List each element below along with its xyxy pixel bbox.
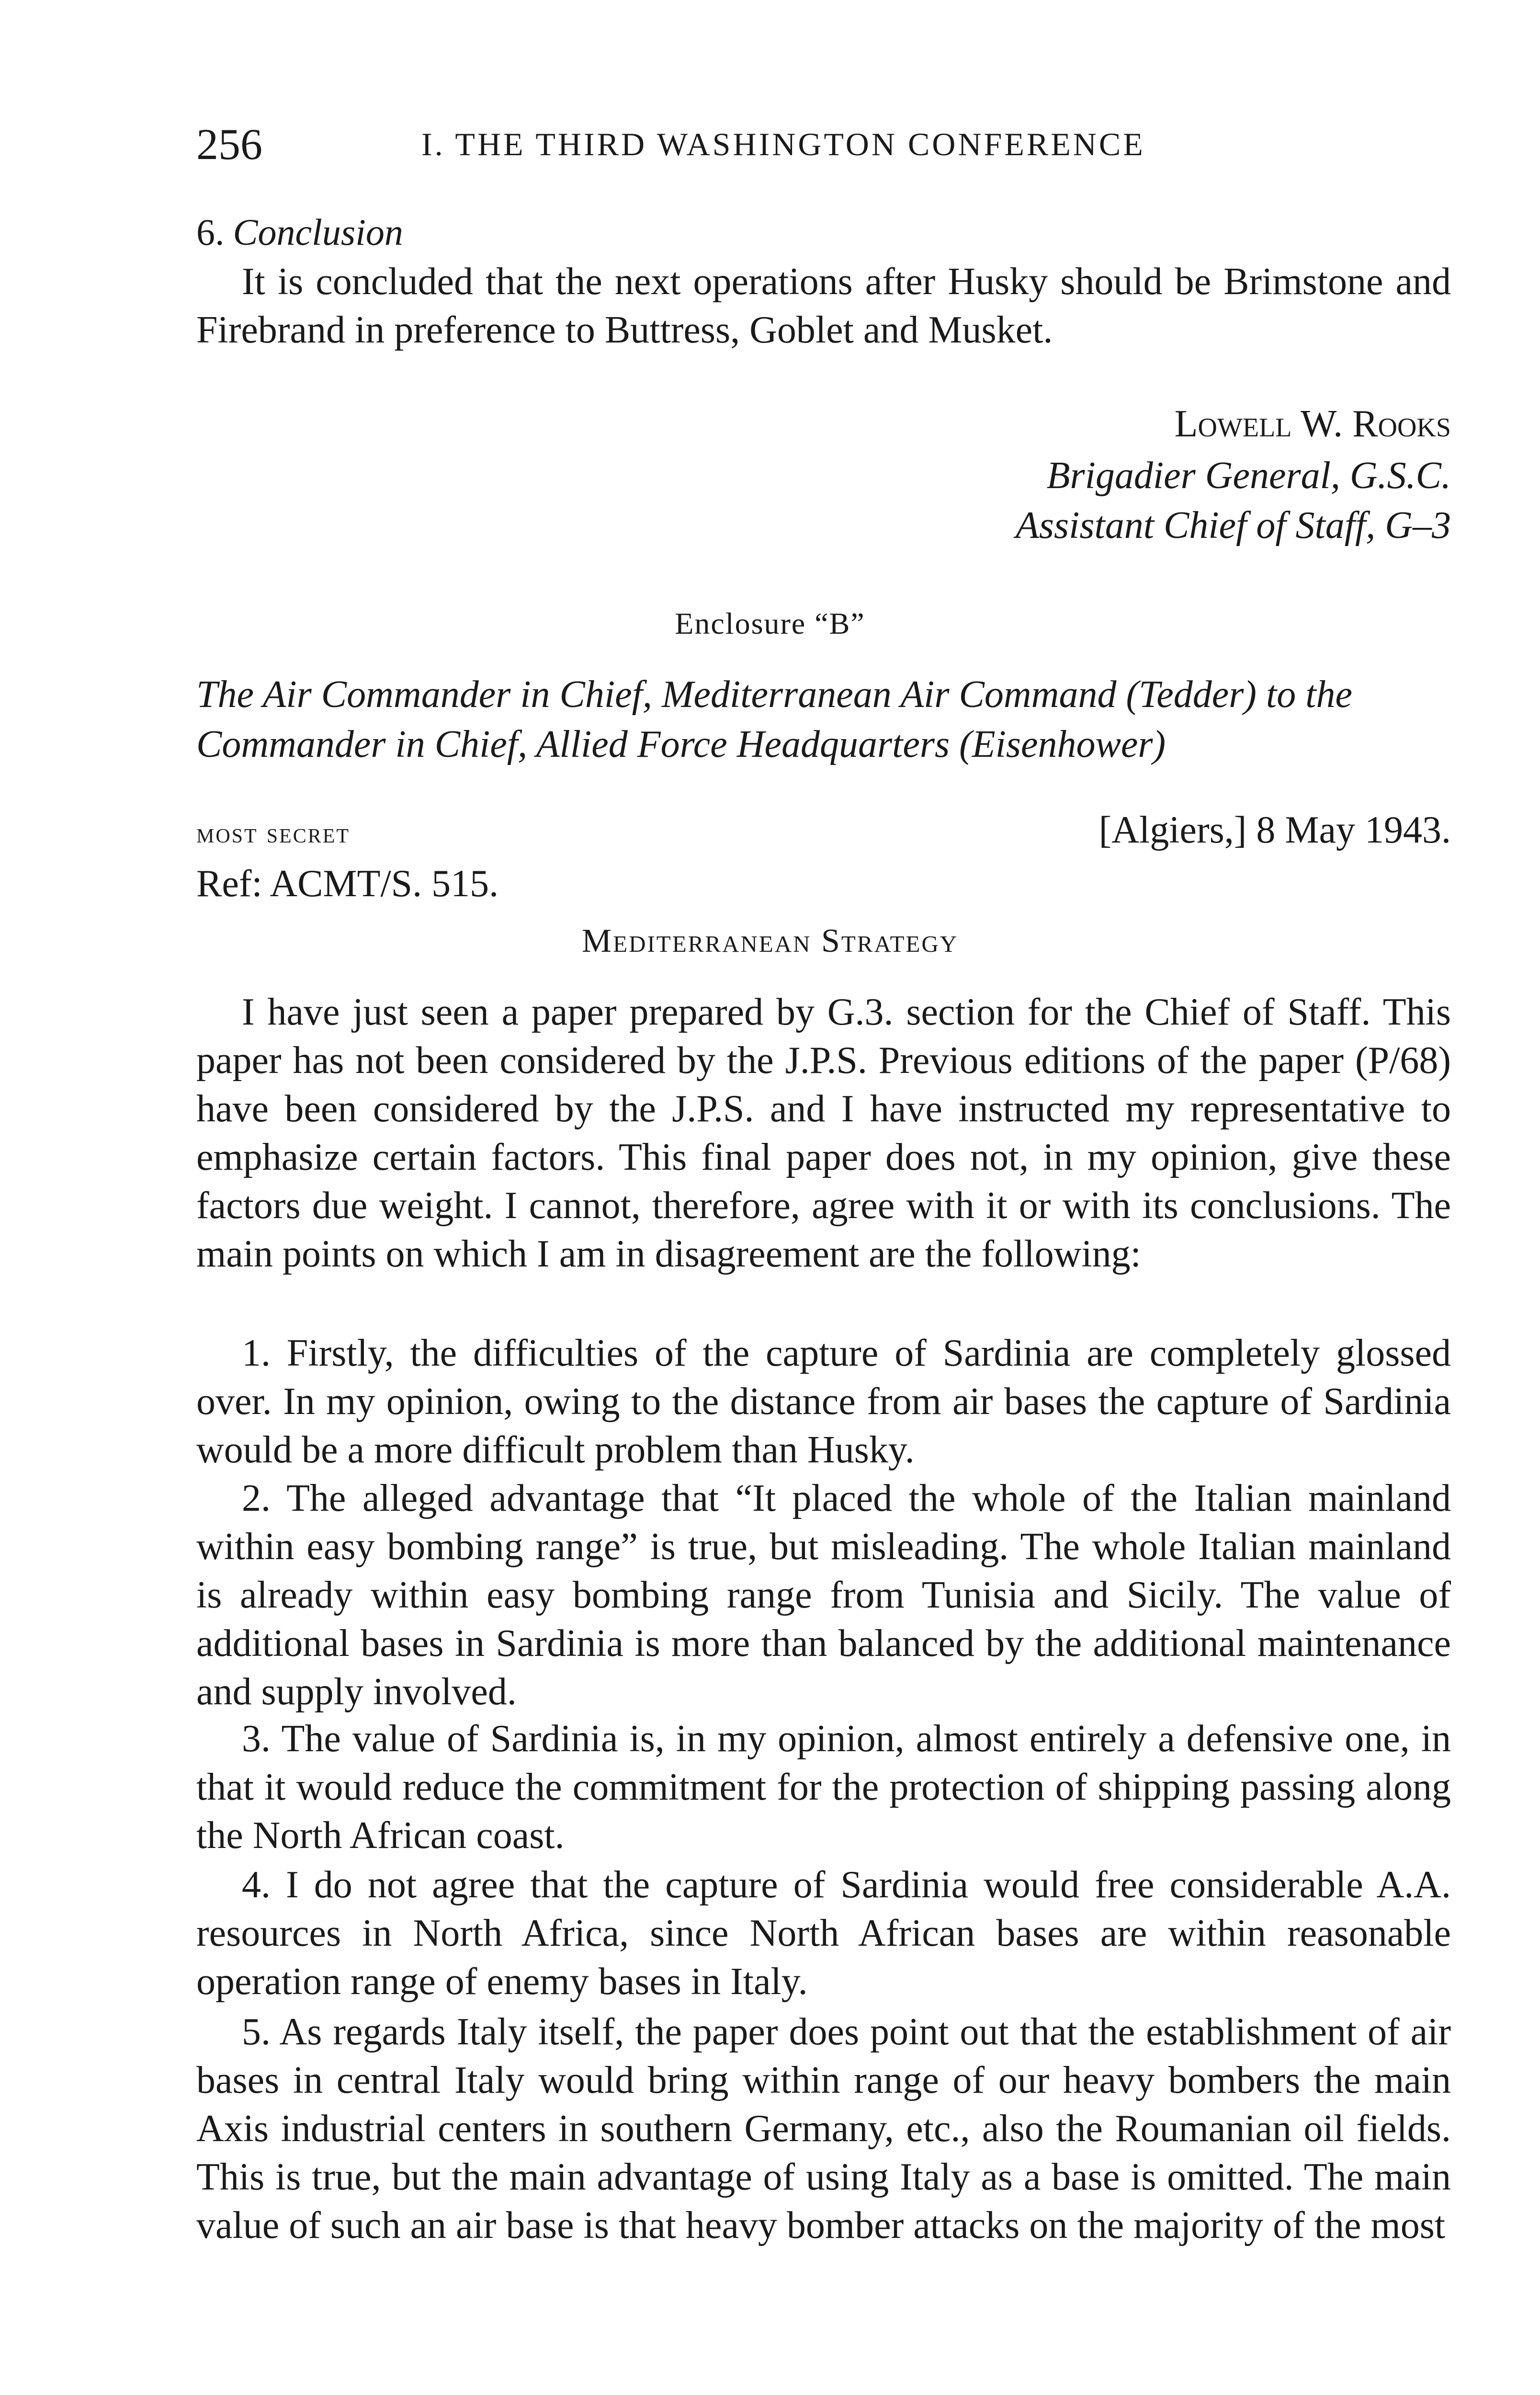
place-date: [Algiers,] 8 May 1943.	[1098, 809, 1451, 851]
running-head: I. THE THIRD WASHINGTON CONFERENCE	[421, 126, 1145, 162]
conclusion-paragraph: It is concluded that the next operations after Husky should be Brimstone and Firebrand in preference to Buttress, Goblet and Musket.	[196, 261, 1451, 351]
conclusion-heading	[196, 211, 403, 254]
enclosure-heading: Enclosure “B”	[675, 606, 865, 640]
page-number: 256	[196, 120, 262, 169]
subject-heading: Mediterranean Strategy	[581, 923, 959, 959]
conclusion-heading-number: 6.	[196, 211, 225, 253]
signature-rank: Brigadier General, G.S.C.	[1046, 455, 1451, 497]
numbered-point-5: 5. As regards Italy itself, the paper does point out that the establishment of air bases in central Italy would bring within range of our heavy bombers the main Axis industrial centers in southern Germany, etc., also the Roumanian oil fields. This is true, but the main advantage of using Italy as a base is omitted. The main value of such an air base is that heavy bomber attacks on the majority of the most	[196, 2011, 1451, 2247]
document-title: The Air Commander in Chief, Mediterranean Air Command (Tedder) to the Commander in Chief, Allied Force Headquarters (Eisenhower)	[196, 673, 1352, 765]
numbered-point-1: 1. Firstly, the difficulties of the capture of Sardinia are completely glossed over. In my opinion, owing to the distance from air bases the capture of Sardinia would be a more difficult problem than Husky.	[196, 1332, 1451, 1471]
numbered-point-3: 3. The value of Sardinia is, in my opinion, almost entirely a defensive one, in that it would reduce the commitment for the protection of shipping passing along the North African coast.	[196, 1718, 1451, 1857]
reference-number: Ref: ACMT/S. 515.	[196, 863, 499, 905]
signature-title: Assistant Chief of Staff, G–3	[1016, 504, 1451, 547]
body-intro-paragraph: I have just seen a paper prepared by G.3. section for the Chief of Staff. This paper has not been considered by the J.P.S. Previous editions of the paper (P/68) have been considered by the J.P.S. and I have instructed my representative to emphasize certain factors. This final paper does not, in my opinion, give these factors due weight. I cannot, therefore, agree with it or with its conclusions. The main points on which I am in disagreement are the following:	[196, 991, 1451, 1275]
signature-name: Lowell W. Rooks	[1174, 403, 1451, 445]
conclusion-heading-title: Conclusion	[233, 211, 403, 253]
security-classification: most secret	[196, 817, 351, 849]
numbered-point-4: 4. I do not agree that the capture of Sardinia would free considerable A.A. resources in North Africa, since North African bases are within reasonable operation range of enemy bases in Italy.	[196, 1864, 1451, 2003]
numbered-point-2: 2. The alleged advantage that “It placed the whole of the Italian mainland within easy bombing range” is true, but misleading. The whole Italian mainland is already within easy bombing range from Tunisia and Sicily. The value of additional bases in Sardinia is more than balanced by the additional maintenance and supply involved.	[196, 1477, 1451, 1713]
